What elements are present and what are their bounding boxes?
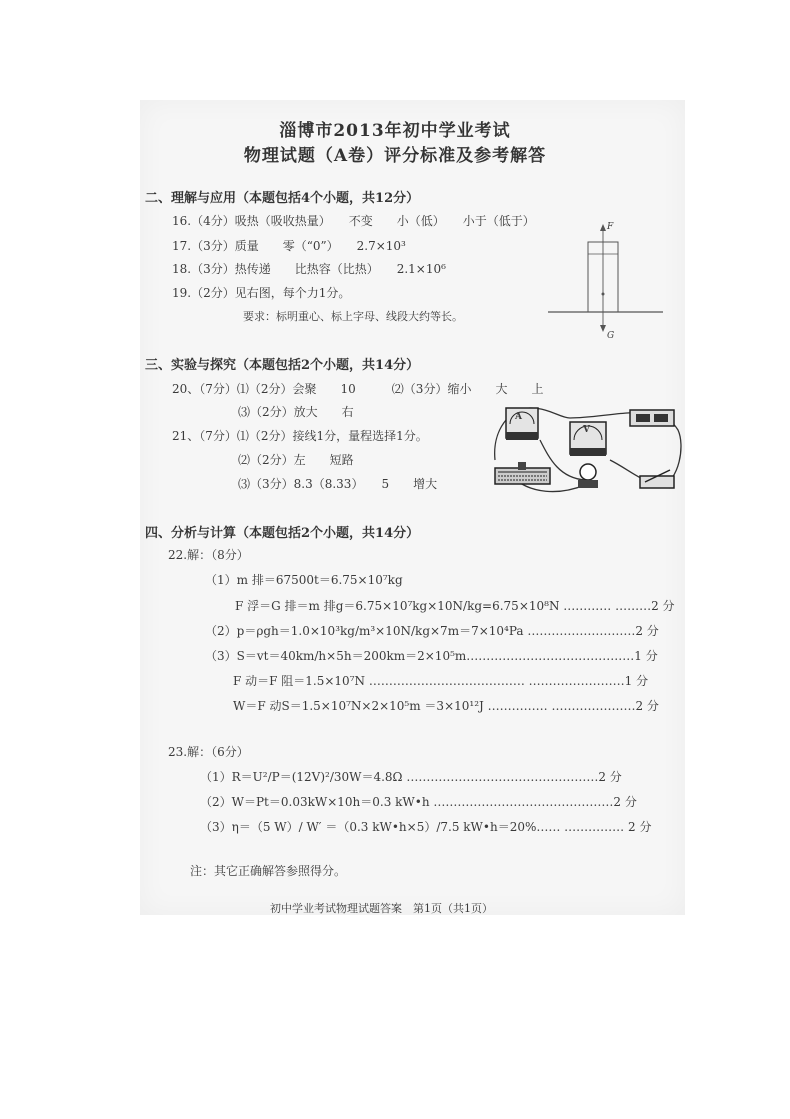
q22-line1: （1）m 排＝67500t＝6.75×10⁷kg	[205, 573, 403, 587]
answer-q16: 16.（4分）吸热（吸收热量） 不变 小（低） 小于（低于）	[172, 214, 535, 228]
answer-q20-part3: ⑶（2分）放大 右	[238, 405, 354, 419]
q22-heading: 22.解：（8分）	[168, 548, 249, 562]
battery-icon	[630, 410, 674, 426]
section3-heading: 三、实验与探究（本题包括2个小题，共14分）	[145, 358, 420, 373]
answer-q17: 17.（3分）质量 零（“0”） 2.7×10³	[172, 239, 406, 253]
q23-heading: 23.解：（6分）	[168, 745, 249, 759]
force-label-g: G	[607, 331, 615, 341]
answer-q20-part1: 20、（7分）⑴（2分）会聚 10 ⑵（3分）缩小 大 上	[172, 382, 544, 396]
answer-q21-part3: ⑶（3分）8.3（8.33） 5 增大	[238, 477, 438, 491]
section4-heading: 四、分析与计算（本题包括2个小题，共14分）	[145, 526, 420, 541]
bulb-icon	[578, 464, 598, 488]
page-title: 淄博市2013年初中学业考试	[279, 121, 511, 141]
q23-line3: （3）η＝（5 W）/ W′ ＝（0.3 kW•h×5）/7.5 kW•h＝20%…… …………… 2 分	[200, 820, 652, 834]
page-subtitle: 物理试题（A卷）评分标准及参考解答	[243, 146, 547, 166]
answer-q19-requirement: 要求：标明重心、标上字母、线段大约等长。	[243, 310, 463, 323]
force-label-f: F	[607, 222, 614, 232]
q22-line6: W＝F 动S＝1.5×10⁷N×2×10⁵m ＝3×10¹²J …………… …………………2 分	[233, 699, 659, 713]
answer-q19: 19.（2分）见右图，每个力1分。	[172, 286, 351, 300]
q22-line3: （2）p＝ρgh＝1.0×10³kg/m³×10N/kg×7m＝7×10⁴Pa ………………………2 分	[205, 624, 659, 638]
page-footer: 初中学业考试物理试题答案 第1页（共1页）	[270, 902, 493, 915]
force-diagram	[548, 222, 663, 344]
q23-line1: （1）R＝U²/P＝(12V)²/30W＝4.8Ω …………………………………………2 分	[200, 770, 622, 784]
answer-q21-part2: ⑵（2分）左 短路	[238, 453, 354, 467]
q22-line2: F 浮＝G 排＝m 排g＝6.75×10⁷kg×10N/kg=6.75×10⁸N ………… ………2 分	[235, 599, 675, 613]
rheostat-icon	[495, 462, 550, 484]
q23-line2: （2）W＝Pt＝0.03kW×10h＝0.3 kW•h ………………………………………2 分	[200, 795, 637, 809]
answer-q18: 18.（3分）热传递 比热容（比热） 2.1×10⁶	[172, 262, 446, 276]
scoring-note: 注：其它正确解答参照得分。	[190, 864, 347, 878]
voltmeter-label: V	[583, 425, 590, 435]
ammeter-label: A	[515, 412, 522, 422]
switch-icon	[640, 470, 674, 488]
answer-q21-part1: 21、（7分）⑴（2分）接线1分，量程选择1分。	[172, 429, 428, 443]
q22-line4: （3）S＝vt＝40km/h×5h＝200km＝2×10⁵m……………………………………1 分	[205, 649, 658, 663]
ammeter-icon	[506, 408, 538, 440]
q22-line5: F 动＝F 阻＝1.5×10⁷N ………………………………… ……………………1 分	[233, 674, 649, 688]
section2-heading: 二、理解与应用（本题包括4个小题，共12分）	[145, 191, 420, 206]
